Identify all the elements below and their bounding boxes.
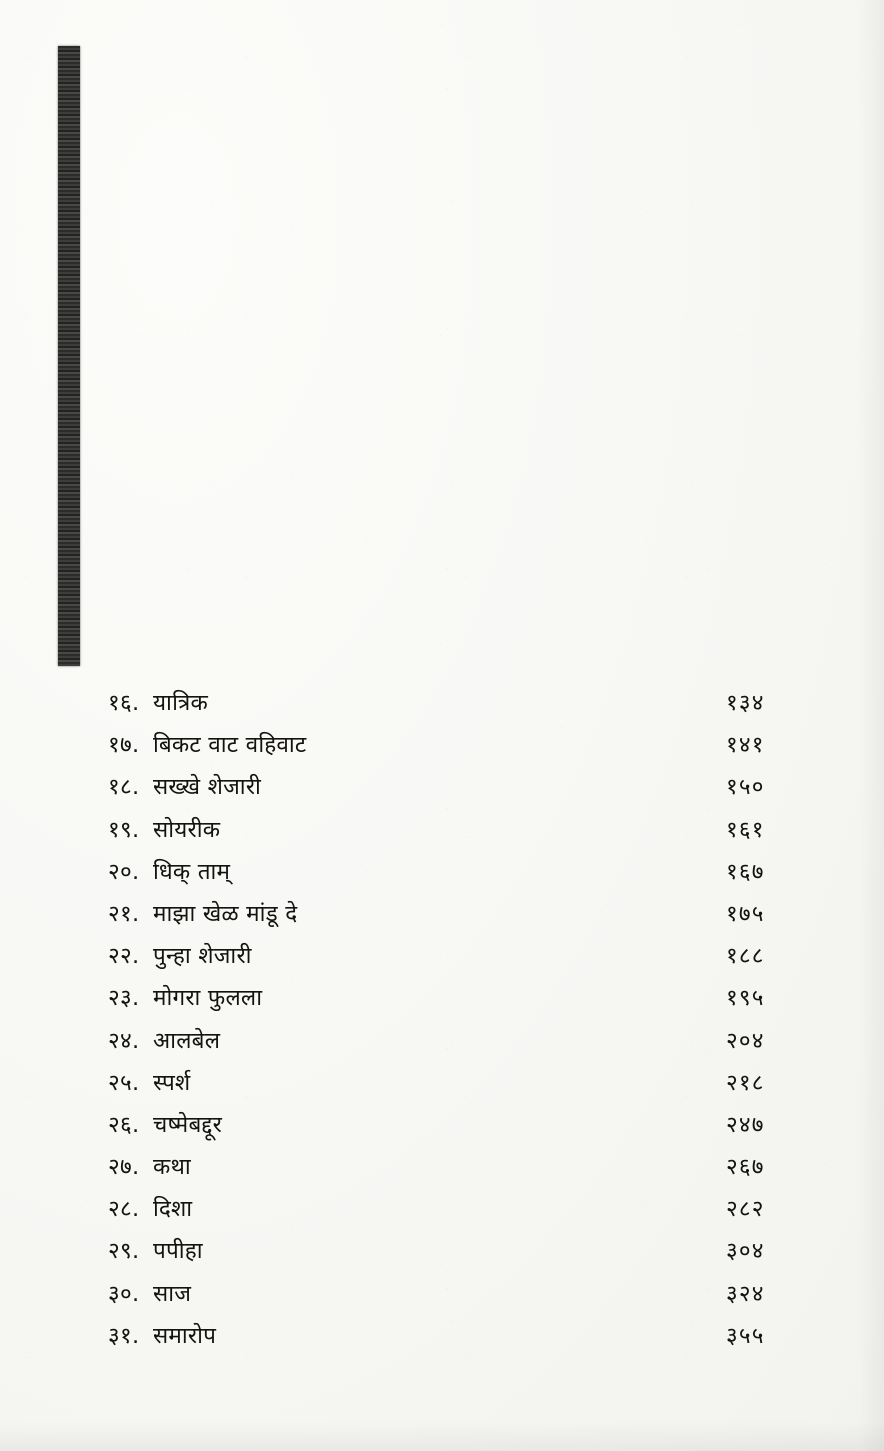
toc-entry bbox=[0, 728, 884, 770]
toc-entry-number: २८. bbox=[108, 1196, 140, 1223]
toc-entry-title: पपीहा bbox=[153, 1238, 203, 1265]
toc-entry bbox=[0, 939, 884, 981]
toc-entry bbox=[0, 1024, 884, 1066]
toc-entry-title: धिक् ताम् bbox=[153, 858, 231, 885]
scan-gutter-bar bbox=[58, 46, 80, 666]
toc-entry-number: २३. bbox=[108, 985, 140, 1012]
toc-entry bbox=[0, 1108, 884, 1150]
toc-entry-number: ३१. bbox=[108, 1322, 140, 1349]
toc-entry bbox=[0, 813, 884, 855]
toc-entry-title: आलबेल bbox=[153, 1027, 221, 1054]
toc-entry-page: १९५ bbox=[726, 985, 765, 1012]
toc-entry-title: बिकट वाट वहिवाट bbox=[153, 732, 307, 759]
toc-entry-title: चष्मेबद्दूर bbox=[153, 1111, 222, 1138]
toc-entry-title: दिशा bbox=[153, 1196, 193, 1223]
toc-entry bbox=[0, 1234, 884, 1276]
scan-bottom-shadow bbox=[0, 1421, 884, 1451]
toc-entry-page: १६७ bbox=[726, 858, 765, 885]
toc-entry-page: २४७ bbox=[726, 1111, 765, 1138]
toc-entry-number: २९. bbox=[108, 1238, 140, 1265]
toc-entry-page: २६७ bbox=[726, 1154, 765, 1181]
toc-entry-title: मोगरा फुलला bbox=[153, 985, 263, 1012]
toc-entry-number: १८. bbox=[108, 774, 140, 801]
toc-entry-title: समारोप bbox=[153, 1322, 217, 1349]
toc-entry bbox=[0, 897, 884, 939]
toc-entry-number: २७. bbox=[108, 1154, 140, 1181]
toc-entry-number: २२. bbox=[108, 943, 140, 970]
toc-entry-number: २०. bbox=[108, 858, 140, 885]
toc-entry-page: २८२ bbox=[726, 1196, 765, 1223]
toc-entry-page: २१८ bbox=[726, 1069, 765, 1096]
toc-entry-number: २१. bbox=[108, 900, 140, 927]
toc-entry-number: १७. bbox=[108, 732, 140, 759]
toc-entry-page: २०४ bbox=[726, 1027, 765, 1054]
toc-entry-title: सोयरीक bbox=[153, 816, 221, 843]
toc-entry bbox=[0, 1066, 884, 1108]
toc-entry bbox=[0, 686, 884, 728]
toc-entry-page: १८८ bbox=[726, 943, 765, 970]
toc-entry-page: १४१ bbox=[726, 732, 765, 759]
toc-entry-number: २५. bbox=[108, 1069, 140, 1096]
toc-entry-number: २६. bbox=[108, 1111, 140, 1138]
toc-entry-title: स्पर्श bbox=[153, 1069, 191, 1096]
table-of-contents bbox=[0, 686, 884, 1361]
toc-entry bbox=[0, 981, 884, 1023]
toc-entry-page: ३२४ bbox=[726, 1280, 765, 1307]
toc-entry-page: १६१ bbox=[726, 816, 765, 843]
toc-entry-title: सख्खे शेजारी bbox=[153, 774, 262, 801]
toc-entry-title: माझा खेळ मांडू दे bbox=[153, 900, 298, 927]
toc-entry-number: ३०. bbox=[108, 1280, 140, 1307]
toc-entry-number: १९. bbox=[108, 816, 140, 843]
toc-entry-page: १५० bbox=[726, 774, 765, 801]
toc-entry-title: पुन्हा शेजारी bbox=[153, 943, 252, 970]
toc-entry-page: ३०४ bbox=[726, 1238, 765, 1265]
toc-entry bbox=[0, 855, 884, 897]
toc-entry bbox=[0, 770, 884, 812]
toc-entry bbox=[0, 1192, 884, 1234]
toc-entry-number: १६. bbox=[108, 690, 140, 716]
toc-entry bbox=[0, 1150, 884, 1192]
toc-entry-page: ३५५ bbox=[726, 1322, 765, 1349]
toc-entry bbox=[0, 1319, 884, 1361]
toc-entry-number: २४. bbox=[108, 1027, 140, 1054]
toc-entry-title: कथा bbox=[153, 1154, 191, 1181]
toc-entry-title: साज bbox=[153, 1280, 192, 1307]
toc-entry bbox=[0, 1277, 884, 1319]
toc-entry-title: यात्रिक bbox=[153, 690, 209, 716]
toc-entry-page: १७५ bbox=[726, 900, 765, 927]
toc-entry-page: १३४ bbox=[726, 690, 765, 716]
